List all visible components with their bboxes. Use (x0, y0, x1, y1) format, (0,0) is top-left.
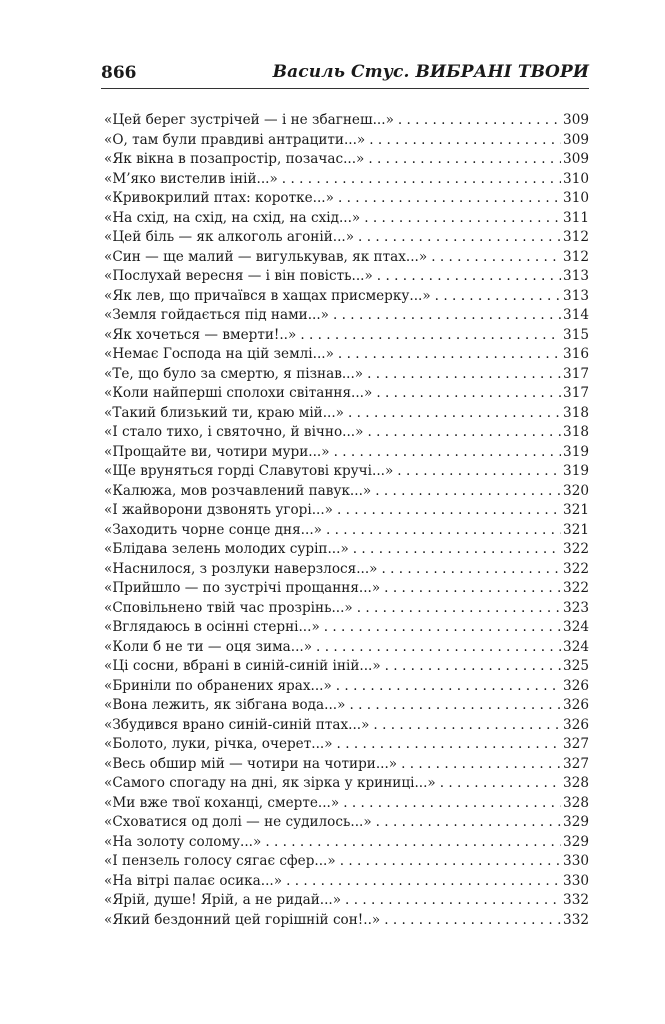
running-title: Василь Стус. ВИБРАНІ ТВОРИ (272, 62, 589, 82)
toc-entry-title: «Як лев, що причаївся в хащах присмерку...» (104, 287, 431, 304)
toc-entry-page: 326 (563, 677, 589, 694)
toc-entry (104, 716, 589, 736)
toc-entry (104, 560, 589, 580)
toc-entry (104, 813, 589, 833)
toc-entry-title: «Калюжа, мов розчавлений павук...» (104, 482, 372, 499)
toc-entry-page: 309 (563, 112, 589, 128)
toc-entry-page: 318 (563, 424, 589, 440)
toc-entry (104, 170, 589, 190)
dot-leader (384, 911, 561, 931)
toc-entry-title: «О, там були правдиві антрацити...» (104, 131, 366, 148)
dot-leader (336, 677, 561, 697)
dot-leader (367, 423, 561, 443)
toc-entry-page: 327 (563, 755, 589, 772)
toc-entry-page: 330 (563, 853, 589, 869)
toc-entry (104, 521, 589, 541)
toc-entry-page: 317 (563, 365, 589, 382)
toc-entry-page: 312 (563, 229, 589, 245)
toc-entry-page: 309 (563, 131, 589, 148)
dot-leader (333, 306, 561, 326)
toc-entry (104, 209, 589, 229)
toc-entry (104, 774, 589, 794)
toc-entry (104, 111, 589, 131)
dot-leader (343, 794, 561, 814)
toc-entry (104, 579, 589, 599)
toc-entry-page: 325 (563, 658, 589, 674)
toc-entry-title: «Послухай вересня — і він повість...» (104, 268, 373, 284)
toc-entry-page: 319 (563, 443, 589, 460)
toc-entry (104, 150, 589, 170)
dot-leader (373, 716, 561, 736)
dot-leader (431, 248, 561, 268)
toc-entry (104, 267, 589, 287)
toc-entry-title: «Вглядаюсь в осінні стерні...» (104, 619, 320, 635)
toc-entry-page: 329 (563, 833, 589, 850)
dot-leader (338, 345, 561, 365)
toc-entry (104, 833, 589, 853)
toc-entry-page: 313 (563, 287, 589, 304)
toc-entry-page: 324 (563, 638, 589, 655)
toc-entry (104, 131, 589, 151)
page-header (101, 60, 589, 89)
toc-entry (104, 287, 589, 307)
toc-entry (104, 384, 589, 404)
dot-leader (376, 813, 561, 833)
dot-leader (368, 150, 561, 170)
toc-entry-title: «Самого спогаду на дні, як зірка у криниці...» (104, 775, 436, 791)
toc-entry (104, 794, 589, 814)
toc-entry-title: «І пензель голосу сягає сфер...» (104, 853, 336, 869)
toc-entry-page: 322 (563, 541, 589, 557)
toc-entry (104, 599, 589, 619)
toc-entry-page: 322 (563, 580, 589, 596)
toc-entry (104, 540, 589, 560)
toc-entry-page: 319 (563, 463, 589, 479)
toc-entry-title: «І жайворони дзвонять угорі...» (104, 502, 333, 518)
toc-entry (104, 677, 589, 697)
toc-entry-title: «На вітрі палає осика...» (104, 872, 283, 889)
toc-entry (104, 189, 589, 209)
dot-leader (375, 482, 561, 502)
toc-entry-title: «Блідава зелень молодих суріп...» (104, 541, 349, 557)
toc-entry (104, 365, 589, 385)
toc-entry-title: «Немає Господа на цій землі...» (104, 346, 334, 362)
toc-entry-page: 309 (563, 151, 589, 167)
toc-entry-page: 332 (563, 892, 589, 908)
dot-leader (337, 501, 561, 521)
dot-leader (358, 228, 561, 248)
toc-entry-title: «Як хочеться — вмерти!..» (104, 326, 297, 343)
toc-entry-page: 321 (563, 502, 589, 518)
toc-entry-title: «Який бездонний цей горішній сон!..» (104, 911, 381, 928)
toc-entry-title: «Прощайте ви, чотири мури...» (104, 443, 330, 460)
toc-entry (104, 443, 589, 463)
toc-entry-title: «Як вікна в позапростір, позачас...» (104, 151, 365, 167)
toc-entry-title: «Сповільнено твій час прозрінь...» (104, 599, 353, 616)
toc-entry-page: 324 (563, 619, 589, 635)
toc-entry-page: 328 (563, 775, 589, 791)
dot-leader (353, 540, 561, 560)
toc-entry (104, 306, 589, 326)
toc-entry (104, 404, 589, 424)
toc-entry-title: «На золоту солому...» (104, 833, 262, 850)
toc-entry-title: «М’яко вистелив іній...» (104, 170, 278, 187)
dot-leader (286, 872, 561, 892)
toc-entry-title: «Ми вже твої коханці, смерте...» (104, 794, 340, 811)
toc-entry-title: «Весь обшир мій — чотири на чотири...» (104, 755, 398, 772)
dot-leader (345, 891, 561, 911)
toc-entry-page: 313 (563, 268, 589, 284)
toc-entry (104, 638, 589, 658)
toc-entry-title: «Цей берег зустрічей — і не збагнеш...» (104, 112, 394, 128)
dot-leader (377, 267, 561, 287)
toc-entry (104, 345, 589, 365)
toc-entry (104, 501, 589, 521)
toc-entry-page: 329 (563, 814, 589, 830)
toc-entry-title: «Ще вруняться горді Славутові кручі...» (104, 463, 394, 479)
toc-entry-page: 320 (563, 482, 589, 499)
toc-entry (104, 657, 589, 677)
toc-entry-page: 316 (563, 346, 589, 362)
dot-leader (348, 404, 561, 424)
toc-entry (104, 852, 589, 872)
toc-entry-title: «Кривокрилий птах: коротке...» (104, 190, 334, 206)
toc-entry-page: 312 (563, 248, 589, 265)
toc-entry-page: 310 (563, 190, 589, 206)
toc-entry-title: «Наснилося, з розлуки наверзлося...» (104, 560, 378, 577)
toc-entry-title: «І стало тихо, і святочно, й вічно...» (104, 424, 364, 440)
dot-leader (324, 618, 561, 638)
toc-entry-title: «Ці сосни, вбрані в синій-синій іній...» (104, 658, 381, 674)
dot-leader (357, 599, 561, 619)
toc-entry-page: 328 (563, 794, 589, 811)
dot-leader (340, 852, 561, 872)
toc-entry-title: «Збудився врано синій-синій птах...» (104, 716, 370, 733)
toc-entry-title: «Болото, луки, річка, очерет...» (104, 736, 333, 752)
toc-entry (104, 462, 589, 482)
toc-entry-title: «Заходить чорне сонце дня...» (104, 521, 322, 538)
toc-entry-page: 327 (563, 736, 589, 752)
toc-entry-title: «Прийшло — по зустрічі прощання...» (104, 580, 381, 596)
toc-entry (104, 696, 589, 716)
toc-entry-title: «Земля гойдається під нами...» (104, 307, 330, 323)
toc-entry-page: 326 (563, 697, 589, 713)
dot-leader (398, 111, 561, 131)
dot-leader (376, 384, 561, 404)
toc-entry (104, 248, 589, 268)
toc-entry-title: «Бриніли по обранених ярах...» (104, 677, 332, 694)
toc-entry-page: 317 (563, 385, 589, 401)
toc-entry-page: 318 (563, 404, 589, 421)
dot-leader (381, 560, 561, 580)
page-number: 866 (101, 63, 137, 83)
toc-entry (104, 872, 589, 892)
toc-entry-page: 330 (563, 872, 589, 889)
toc-entry-title: «Вона лежить, як зібгана вода...» (104, 697, 346, 713)
dot-leader (316, 638, 561, 658)
dot-leader (369, 131, 561, 151)
dot-leader (384, 579, 561, 599)
toc-entry-title: «Коли б не ти — оця зима...» (104, 638, 313, 655)
dot-leader (265, 833, 561, 853)
toc-entry (104, 891, 589, 911)
dot-leader (300, 326, 561, 346)
table-of-contents (104, 111, 589, 930)
toc-entry-page: 323 (563, 599, 589, 616)
toc-entry-title: «На схід, на схід, на схід, на схід...» (104, 209, 361, 226)
dot-leader (401, 755, 561, 775)
toc-entry-title: «Син — ще малий — вигулькував, як птах...» (104, 248, 428, 265)
dot-leader (282, 170, 561, 190)
toc-entry-title: «Цей біль — як алкоголь агоній...» (104, 229, 355, 245)
toc-entry (104, 618, 589, 638)
dot-leader (334, 443, 561, 463)
toc-entry-page: 326 (563, 716, 589, 733)
toc-entry (104, 228, 589, 248)
toc-entry (104, 423, 589, 443)
toc-entry-page: 315 (563, 326, 589, 343)
toc-entry-page: 321 (563, 521, 589, 538)
dot-leader (440, 774, 561, 794)
toc-entry-page: 311 (563, 209, 589, 226)
dot-leader (349, 696, 561, 716)
dot-leader (326, 521, 561, 541)
toc-entry-title: «Ярій, душе! Ярій, а не ридай...» (104, 892, 342, 908)
toc-entry-page: 314 (563, 307, 589, 323)
toc-entry-page: 332 (563, 911, 589, 928)
toc-entry (104, 911, 589, 931)
toc-entry-page: 310 (563, 170, 589, 187)
dot-leader (435, 287, 561, 307)
toc-entry (104, 482, 589, 502)
toc-entry-title: «Сховатися од долі — не судилось...» (104, 814, 372, 830)
dot-leader (385, 657, 561, 677)
dot-leader (367, 365, 561, 385)
toc-entry-page: 322 (563, 560, 589, 577)
toc-entry (104, 755, 589, 775)
toc-entry-title: «Такий близький ти, краю мій...» (104, 404, 345, 421)
dot-leader (338, 189, 561, 209)
dot-leader (337, 735, 562, 755)
toc-entry (104, 326, 589, 346)
toc-entry-title: «Те, що було за смертю, я пізнав...» (104, 365, 364, 382)
toc-entry-title: «Коли найперші сполохи світання...» (104, 385, 373, 401)
dot-leader (364, 209, 561, 229)
dot-leader (397, 462, 561, 482)
toc-entry (104, 735, 589, 755)
